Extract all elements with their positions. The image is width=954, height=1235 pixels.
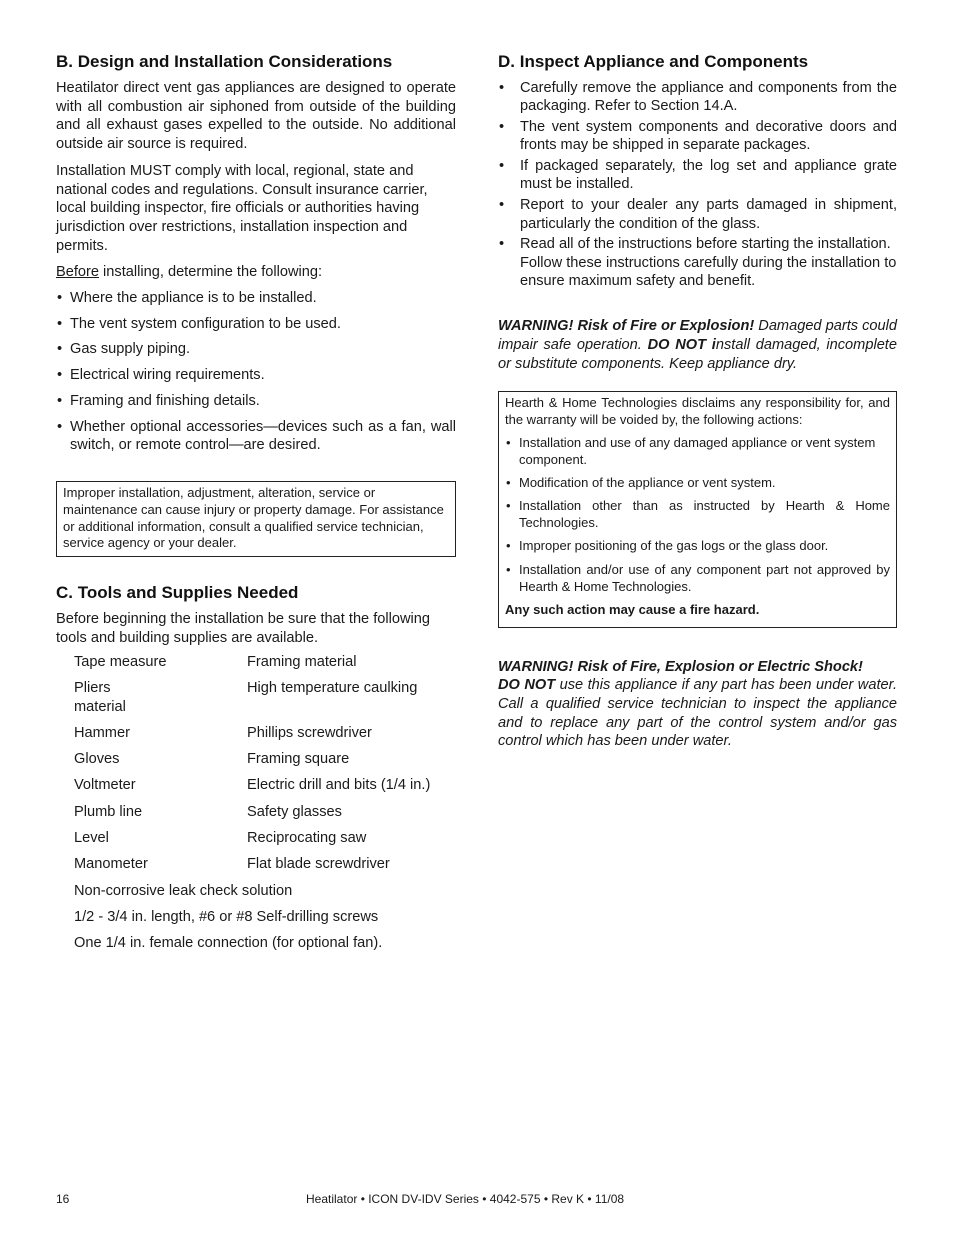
section-d-heading: D. Inspect Appliance and Components (498, 52, 809, 71)
list-item: • The vent system configuration to be used. (56, 315, 456, 334)
warning-fire-explosion (498, 317, 897, 373)
tools-list (74, 653, 456, 953)
before-rest: installing, determine the following: (99, 264, 323, 281)
section-c-heading: C. Tools and Supplies Needed (56, 583, 299, 603)
left-column (56, 50, 456, 961)
list-item: • Where the appliance is to be installed. (56, 289, 456, 308)
list-item: • Installation other than as instructed by Hearth & Home Technologies. (505, 498, 890, 532)
tool-item: 1/2 - 3/4 in. length, #6 or #8 Self-drilling screws (74, 908, 379, 925)
tool-item: Hammer (74, 724, 130, 741)
section-d-list (498, 79, 897, 290)
warning-emphasis: DO NOT (498, 677, 556, 694)
before-word: Before (56, 264, 99, 281)
tools-row (74, 855, 456, 874)
section-b-para2: Installation MUST comply with local, regional, state and national codes and regulations. Consult insurance carrier, local building inspector, fire officials or authorities having jurisdiction over restrictions, installation inspection and permits. (56, 162, 428, 254)
list-item: • If packaged separately, the log set and appliance grate must be installed. (498, 157, 897, 194)
list-item: • Installation and/or use of any component part not approved by Hearth & Home Technologies. (505, 562, 890, 596)
list-item: • The vent system components and decorative doors and fronts may be shipped in separate packages. (498, 118, 897, 155)
warning-text: Damaged parts could impair safe operation. (498, 318, 897, 353)
disclaimer-box (498, 391, 897, 627)
disclaimer-list (505, 435, 890, 595)
warning-text: use this appliance if any part has been under water. Call a qualified service technician to inspect the appliance and to replace any part of the control system and/or gas control which has been under water. (498, 677, 897, 750)
tool-item: Voltmeter (74, 777, 136, 794)
tool-item: Phillips screwdriver (247, 724, 372, 741)
list-item: • Report to your dealer any parts damaged in shipment, particularly the condition of the glass. (498, 196, 897, 233)
warning-label: WARNING! Risk of Fire or Explosion! (498, 318, 755, 335)
section-b-heading: B. Design and Installation Considerations (56, 52, 393, 71)
section-c-intro: Before beginning the installation be sure that the following tools and building supplies are available. (56, 611, 431, 646)
tool-item-continuation: material (74, 698, 126, 715)
tool-item: Safety glasses (247, 803, 342, 820)
list-item: • Installation and use of any damaged appliance or vent system component. (505, 435, 890, 469)
list-item: • Carefully remove the appliance and components from the packaging. Refer to Section 14.A. (498, 79, 897, 116)
disclaimer-intro: Hearth & Home Technologies disclaims any responsibility for, and the warranty will be voided by, the following actions: (505, 395, 890, 428)
tool-item-wrapping (247, 679, 456, 698)
list-item: • Modification of the appliance or vent system. (505, 475, 890, 492)
tool-item: Tape measure (74, 653, 167, 670)
tool-item: Framing square (247, 751, 350, 768)
list-item: • Whether optional accessories—devices such as a fan, wall switch, or remote control—are desired. (56, 418, 456, 455)
tools-row (74, 803, 456, 822)
tool-item: Flat blade screwdriver (247, 856, 390, 873)
tool-item: Non-corrosive leak check solution (74, 882, 293, 899)
section-b-before-line (56, 263, 456, 282)
list-item: • Gas supply piping. (56, 340, 456, 359)
warning-electric-shock (498, 658, 897, 752)
tool-item: Plumb line (74, 803, 143, 820)
list-item: • Framing and finishing details. (56, 392, 456, 411)
list-item: • Improper positioning of the gas logs or the glass door. (505, 538, 890, 555)
section-b-list (56, 289, 456, 455)
tool-item: Manometer (74, 856, 148, 873)
tool-item: Gloves (74, 751, 120, 768)
footer-text: Heatilator • ICON DV-IDV Series • 4042-575 • Rev K • 11/08 (306, 1192, 625, 1206)
tool-item: Level (74, 830, 109, 847)
tool-item: Framing material (247, 653, 357, 670)
tools-row (74, 679, 456, 716)
section-b-para1: Heatilator direct vent gas appliances are designed to operate with all combustion air siphoned from outside of the building and all exhaust gases expelled to the outside. No additional outside air source is required. (56, 80, 456, 153)
notice-box: Improper installation, adjustment, alteration, service or maintenance can cause injury or property damage. For assistance or additional information, consult a qualified service technician, service agency or your dealer. (56, 481, 456, 557)
tools-row (74, 776, 456, 795)
tool-item: Reciprocating saw (247, 830, 367, 847)
tools-row (74, 653, 456, 672)
tool-item: One 1/4 in. female connection (for optional fan). (74, 935, 383, 952)
warning-emphasis: DO NOT i (647, 336, 716, 353)
tools-row (74, 724, 456, 743)
tool-item: Electric drill and bits (1/4 in.) (247, 777, 431, 794)
right-column (498, 50, 897, 751)
tools-row (74, 829, 456, 848)
disclaimer-final: Any such action may cause a fire hazard. (505, 601, 760, 617)
list-item: • Read all of the instructions before starting the installation. Follow these instructions carefully during the installation to ensure maximum safety and benefit. (498, 235, 897, 290)
tools-row (74, 750, 456, 769)
page-number: 16 (56, 1192, 70, 1206)
tool-item: High temperature caulking (247, 679, 418, 696)
tool-item: Pliers (74, 679, 111, 696)
list-item: • Electrical wiring requirements. (56, 366, 456, 385)
warning-label: WARNING! Risk of Fire, Explosion or Electric Shock! (498, 658, 863, 675)
warning-text: nstall damaged, incomplete or substitute components. Keep appliance dry. (498, 336, 897, 372)
